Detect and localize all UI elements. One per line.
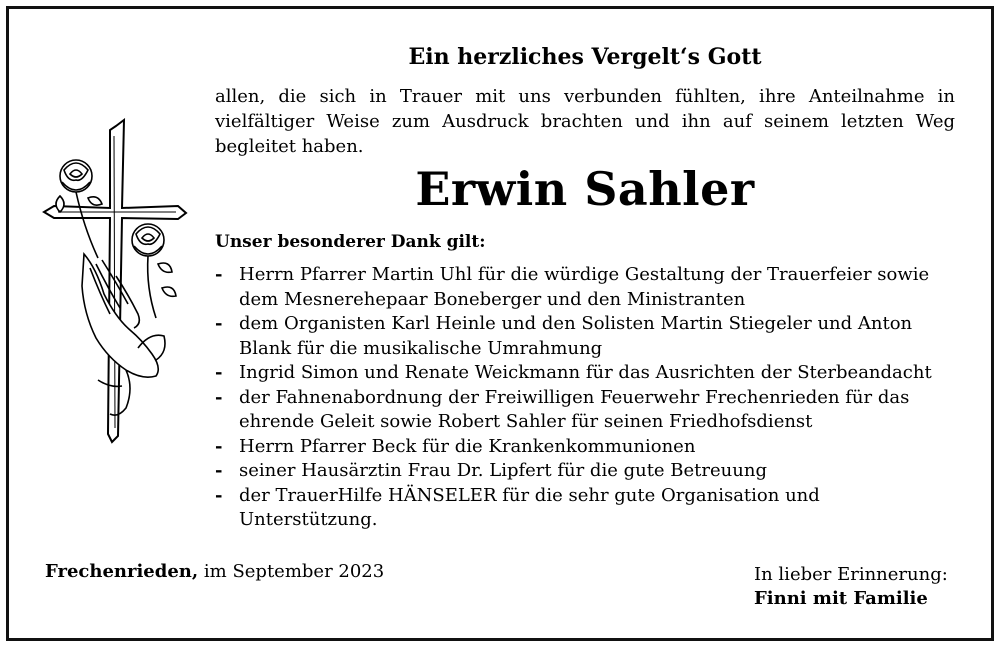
list-item-text: der Fahnenabordnung der Freiwilligen Feuerwehr Frechenrieden für das ehrende Geleit sowie Robert Sahler für seinen Friedhofsdienst xyxy=(239,386,910,432)
place-date xyxy=(45,561,384,582)
signature-name: Finni mit Familie xyxy=(754,588,928,609)
list-item-text: Ingrid Simon und Renate Weickmann für das Ausrichten der Sterbeandacht xyxy=(239,362,932,383)
thanks-list xyxy=(215,263,960,533)
list-item xyxy=(215,435,960,460)
list-item xyxy=(215,386,960,435)
list-dash: - xyxy=(215,362,223,383)
list-item-text: Herrn Pfarrer Martin Uhl für die würdige Gestaltung der Trauerfeier sowie dem Mesnerehepaar Boneberger und den Ministranten xyxy=(239,264,930,310)
list-dash: - xyxy=(215,264,223,285)
list-dash: - xyxy=(215,313,223,334)
list-item xyxy=(215,263,960,312)
place-name: Frechenrieden, xyxy=(45,561,199,582)
cross-roses-praying-hands-icon xyxy=(38,118,188,444)
list-item xyxy=(215,312,960,361)
list-item-text: seiner Hausärztin Frau Dr. Lipfert für die gute Betreuung xyxy=(239,460,767,481)
closing-text: In lieber Erinnerung: xyxy=(754,564,948,585)
list-item-text: der TrauerHilfe HÄNSELER für die sehr gute Organisation und Unterstützung. xyxy=(239,484,820,530)
notice-heading: Ein herzliches Vergelt‘s Gott xyxy=(408,44,762,70)
list-dash: - xyxy=(215,460,223,481)
list-dash: - xyxy=(215,435,223,457)
intro-paragraph: allen, die sich in Trauer mit uns verbunden fühlten, ihre Anteilnahme in vielfältiger Weise zum Ausdruck brachten und ihn auf seinem letzten Weg begleitet haben. xyxy=(215,86,955,157)
list-dash: - xyxy=(215,484,223,506)
list-item xyxy=(215,484,960,533)
list-item-text: dem Organisten Karl Heinle und den Solisten Martin Stiegeler und Anton Blank für die musikalische Umrahmung xyxy=(239,313,913,359)
signature-block xyxy=(754,563,948,611)
thanks-label: Unser besonderer Dank gilt: xyxy=(215,232,486,252)
list-item xyxy=(215,459,960,484)
date-text: im September 2023 xyxy=(203,561,385,582)
list-item-text: Herrn Pfarrer Beck für die Krankenkommunionen xyxy=(239,435,696,457)
list-item xyxy=(215,361,960,386)
deceased-name: Erwin Sahler xyxy=(415,162,755,216)
list-dash: - xyxy=(215,386,223,408)
